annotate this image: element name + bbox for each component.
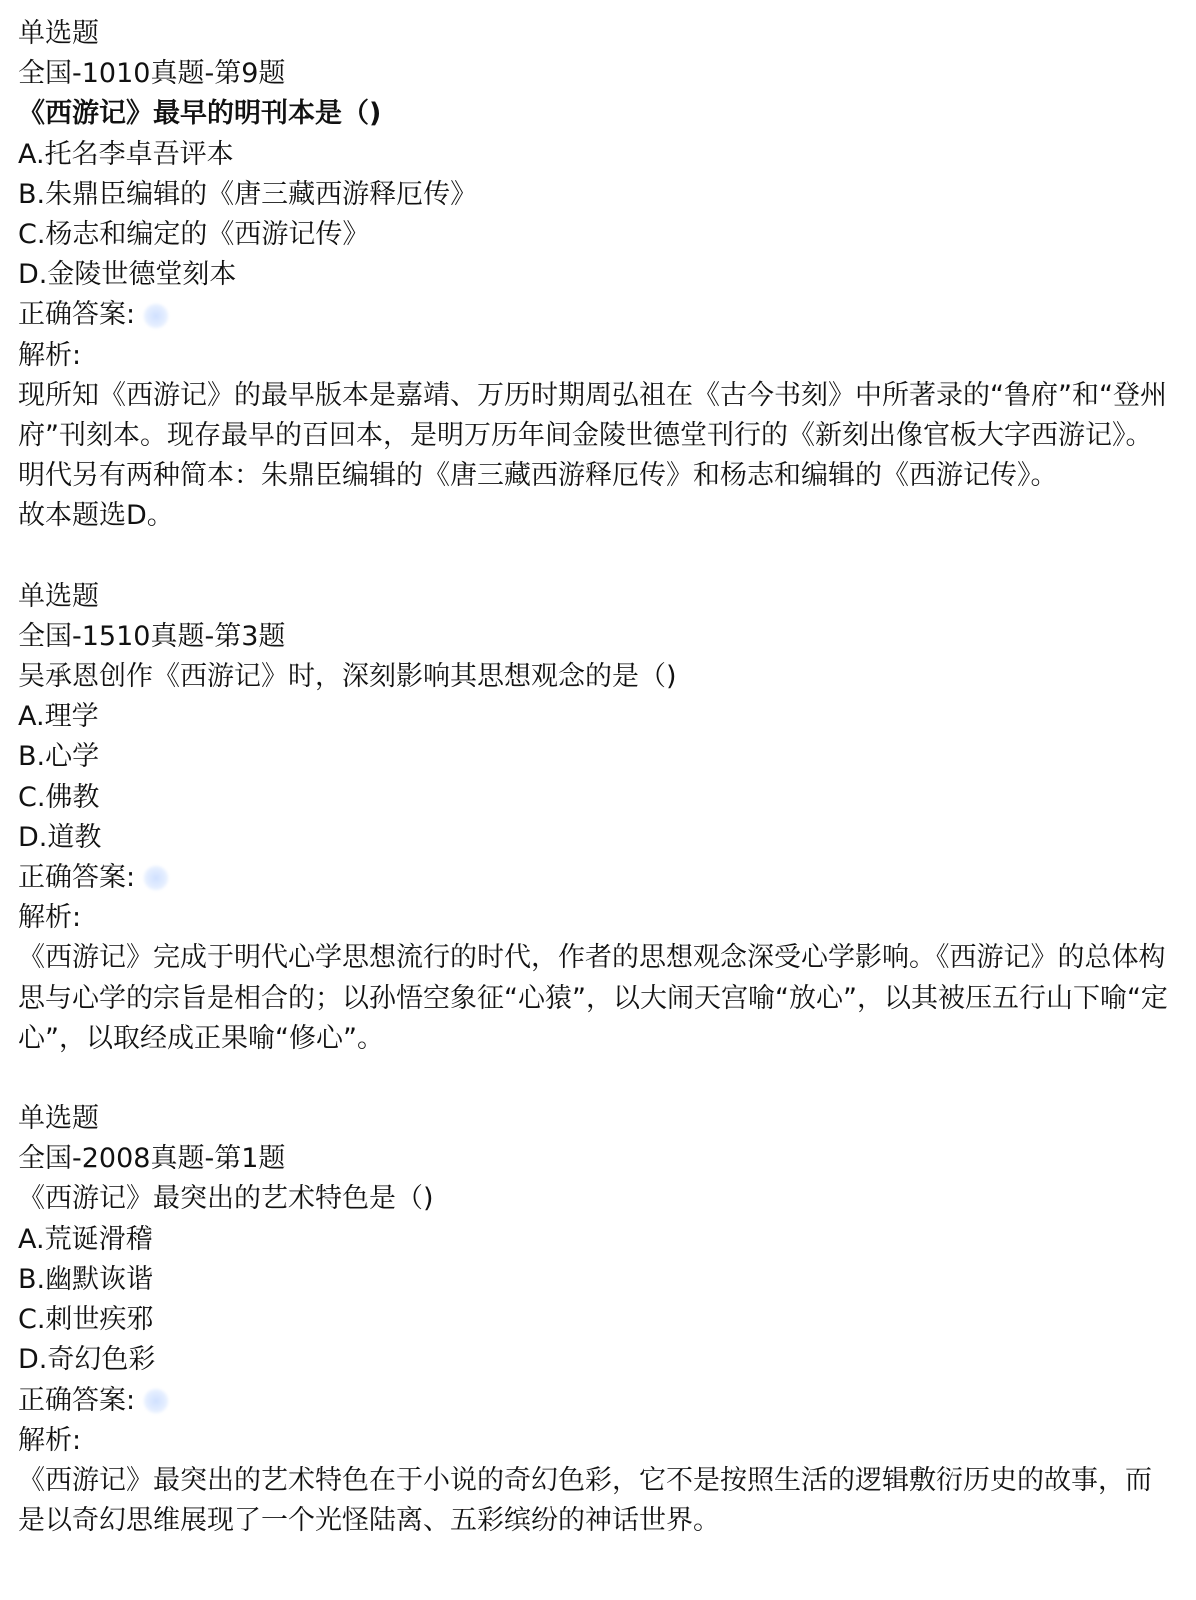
question-source: 全国-1510真题-第3题 — [18, 620, 286, 652]
question-stem: 吴承恩创作《西游记》时，深刻影响其思想观念的是（) — [18, 661, 677, 693]
hidden-answer-blur — [143, 1388, 169, 1414]
hidden-answer-blur — [143, 865, 169, 891]
option-a: A.荒诞滑稽 — [18, 1223, 153, 1255]
question-block-1 — [18, 14, 1178, 537]
analysis-label: 解析: — [18, 339, 82, 371]
question-source: 全国-2008真题-第1题 — [18, 1143, 286, 1175]
option-d: D.道教 — [18, 821, 102, 853]
question-stem: 《西游记》最突出的艺术特色是（) — [18, 1183, 434, 1215]
option-c: C.佛教 — [18, 781, 100, 813]
analysis-text: 《西游记》最突出的艺术特色在于小说的奇幻色彩，它不是按照生活的逻辑敷衍历史的故事，而是以奇幻思维展现了一个光怪陆离、五彩缤纷的神话世界。 — [18, 1464, 1152, 1537]
hidden-answer-blur — [143, 303, 169, 329]
option-a: A.理学 — [18, 701, 99, 733]
question-type: 单选题 — [18, 1103, 99, 1135]
option-d: D.金陵世德堂刻本 — [18, 259, 237, 291]
option-b: B.朱鼎臣编辑的《唐三藏西游释厄传》 — [18, 178, 478, 210]
question-source: 全国-1010真题-第9题 — [18, 58, 286, 90]
option-b: B.心学 — [18, 741, 100, 773]
analysis-conclusion: 故本题选D。 — [18, 500, 174, 532]
question-type: 单选题 — [18, 18, 99, 49]
analysis-text: 现所知《西游记》的最早版本是嘉靖、万历时期周弘祖在《古今书刻》中所著录的“鲁府”和“登州府”刊刻本。现存最早的百回本，是明万历年间金陵世德堂刊行的《新刻出像官板大字西游记》。明代另有两种简本：朱鼎臣编辑的《唐三藏西游释厄传》和杨志和编辑的《西游记传》。 — [18, 379, 1167, 492]
question-stem: 《西游记》最早的明刊本是（) — [18, 98, 382, 130]
answer-row — [18, 858, 1178, 898]
option-a: A.托名李卓吾评本 — [18, 138, 234, 170]
option-c: C.杨志和编定的《西游记传》 — [18, 219, 370, 251]
option-b: B.幽默诙谐 — [18, 1263, 154, 1295]
analysis-label: 解析: — [18, 902, 82, 934]
answer-label: 正确答案: — [18, 1384, 136, 1416]
analysis-text: 《西游记》完成于明代心学思想流行的时代，作者的思想观念深受心学影响。《西游记》的总体构思与心学的宗旨是相合的；以孙悟空象征“心猿”，以大闹天宫喻“放心”，以其被压五行山下喻“定心”，以取经成正果喻“修心”。 — [18, 942, 1168, 1054]
option-d: D.奇幻色彩 — [18, 1344, 156, 1376]
answer-label: 正确答案: — [18, 862, 136, 894]
question-block-3 — [18, 1099, 1178, 1541]
answer-row — [18, 295, 1178, 335]
question-type: 单选题 — [18, 580, 99, 612]
analysis-label: 解析: — [18, 1424, 82, 1456]
question-block-2 — [18, 577, 1178, 1059]
answer-label: 正确答案: — [18, 299, 136, 331]
answer-row — [18, 1381, 1178, 1421]
option-c: C.刺世疾邪 — [18, 1304, 154, 1336]
